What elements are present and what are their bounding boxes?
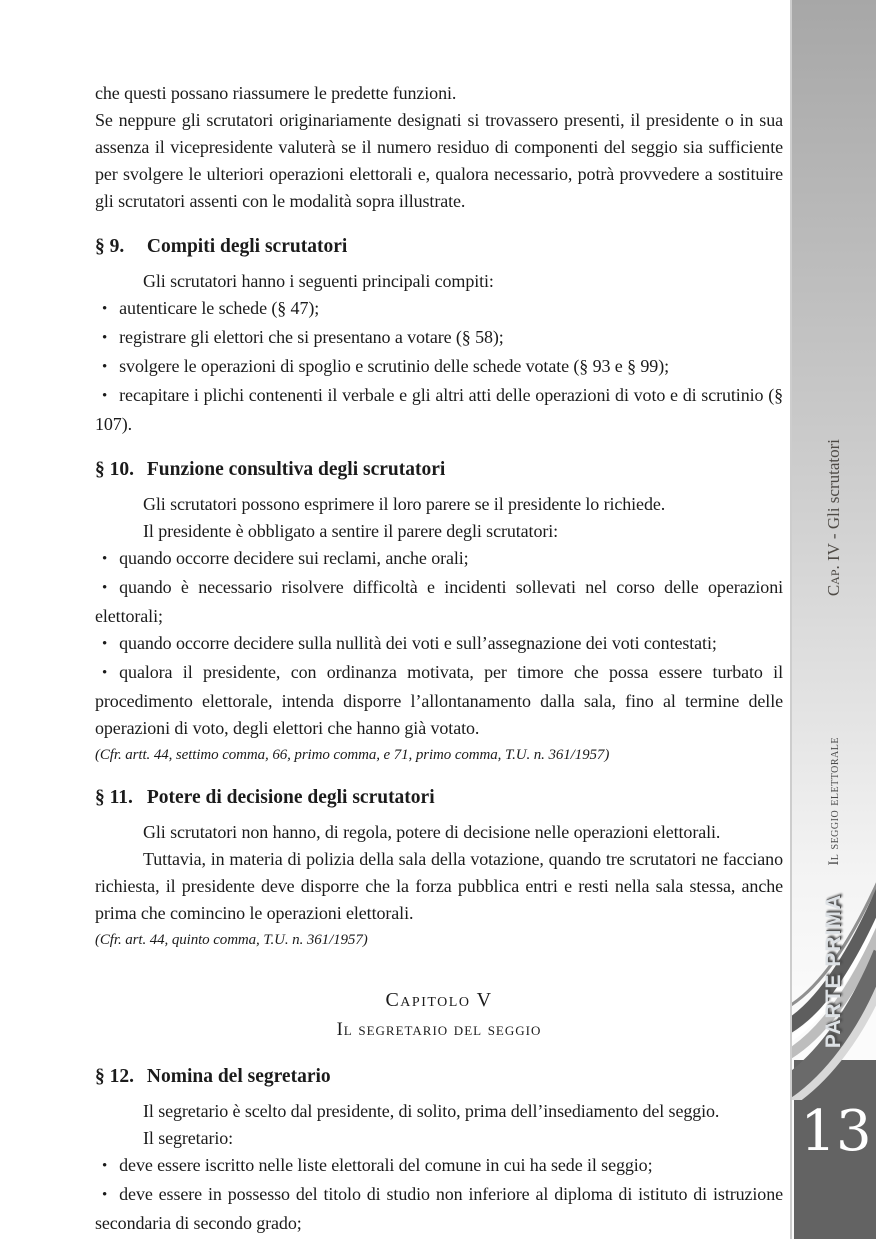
section-9-title: Compiti degli scrutatori: [146, 236, 348, 257]
bullet-item: • qualora il presidente, con ordinanza motivata, per timore che possa essere turbato il procedimento elettorale, intenda disporre l’allontanamento dalla sala, fino al termine delle operazioni di voto, degli elettori che hanno già votato.: [95, 659, 783, 742]
section-12-heading: [95, 1064, 783, 1090]
part-band-label: PARTE PRIMA: [822, 893, 845, 1049]
section-9-heading: [95, 234, 783, 260]
legal-citation: (Cfr. art. 44, quinto comma, T.U. n. 361/1957): [95, 932, 368, 948]
part-band: [792, 893, 876, 1049]
bullet-item: • recapitare i plichi contenenti il verbale e gli altri atti delle operazioni di voto e di scrutinio (§ 107).: [95, 382, 783, 438]
section-10-number: § 10.: [95, 459, 134, 480]
bullet-item: • quando è necessario risolvere difficoltà e incidenti sollevati nel corso delle operazioni elettorali;: [95, 574, 783, 630]
continued-paragraph: che questi possano riassumere le predette funzioni.: [95, 83, 457, 103]
bullet-item: • quando occorre decidere sui reclami, anche orali;: [95, 545, 783, 574]
bullet-item: • quando occorre decidere sulla nullità dei voti e sull’assegnazione dei voti contestati;: [95, 630, 783, 659]
chapter-tab: [792, 418, 876, 618]
bullet-item: • autenticare le schede (§ 47);: [95, 295, 783, 324]
chapter-subtitle: Il segretario del seggio: [336, 1020, 542, 1040]
bullet-item: • svolgere le operazioni di spoglio e scrutinio delle schede votate (§ 93 e § 99);: [95, 353, 783, 382]
section-12-title: Nomina del segretario: [146, 1066, 331, 1087]
legal-citation: (Cfr. artt. 44, settimo comma, 66, primo comma, e 71, primo comma, T.U. n. 361/1957): [95, 747, 610, 763]
body-paragraph: Il segretario è scelto dal presidente, di solito, prima dell’insediamento del seggio.: [143, 1101, 720, 1121]
section-12-number: § 12.: [95, 1066, 134, 1087]
body-paragraph: Gli scrutatori possono esprimere il loro parere se il presidente lo richiede.: [143, 494, 666, 514]
sidebar: [790, 0, 876, 1239]
chapter-tab-label: [824, 439, 844, 596]
page-number: 13: [800, 1099, 872, 1164]
chapter-tab-prefix: Cap. IV -: [824, 529, 843, 597]
bullet-item: • registrare gli elettori che si presentano a votare (§ 58);: [95, 324, 783, 353]
body-paragraph: Gli scrutatori non hanno, di regola, potere di decisione nelle operazioni elettorali.: [143, 822, 721, 842]
page-content: [95, 80, 783, 1237]
chapter-heading: [95, 985, 783, 1045]
body-paragraph: Gli scrutatori hanno i seguenti principali compiti:: [143, 271, 494, 291]
section-11-title: Potere di decisione degli scrutatori: [146, 787, 435, 808]
bullet-item: • deve essere in possesso del titolo di studio non inferiore al diploma di istituto di istruzione secondaria di secondo grado;: [95, 1181, 783, 1237]
body-paragraph: Tuttavia, in materia di polizia della sala della votazione, quando tre scrutatori ne facciano richiesta, il presidente deve disporre che la forza pubblica entri e resti nella sala stessa, anche prima che comincino le operazioni elettorali.: [95, 849, 783, 923]
body-paragraph: Il presidente è obbligato a sentire il parere degli scrutatori:: [143, 521, 559, 541]
bullet-item: • deve essere iscritto nelle liste elettorali del comune in cui ha sede il seggio;: [95, 1152, 783, 1181]
section-11-number: § 11.: [95, 787, 133, 808]
section-10-title: Funzione consultiva degli scrutatori: [146, 459, 446, 480]
chapter-tab-title: Gli scrutatori: [824, 439, 843, 530]
chapter-title: Capitolo V: [385, 989, 493, 1011]
body-paragraph: Se neppure gli scrutatori originariamente designati si trovassero presenti, il presidente o in sua assenza il vicepresidente valuterà se il numero residuo di componenti del seggio sia sufficiente per svolgere le ulteriori operazioni elettorali e, qualora necessario, potrà provvedere a sostituire gli scrutatori assenti con le modalità sopra illustrate.: [95, 110, 783, 211]
part-tab-label: Il seggio elettorale: [825, 736, 842, 866]
section-10-heading: [95, 457, 783, 483]
body-paragraph: Il segretario:: [143, 1128, 234, 1148]
section-9-number: § 9.: [95, 236, 125, 257]
section-11-heading: [95, 785, 783, 811]
